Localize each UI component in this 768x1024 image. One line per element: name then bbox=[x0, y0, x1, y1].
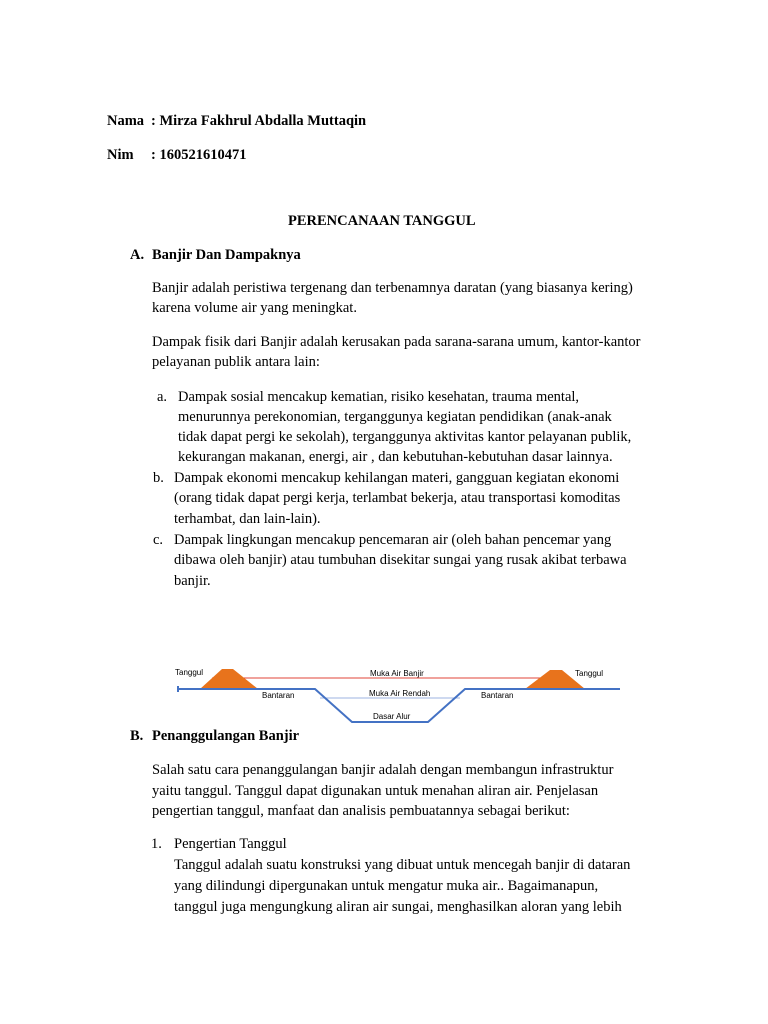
section-b-marker: B. bbox=[130, 728, 144, 744]
muka-air-rendah-label: Muka Air Rendah bbox=[369, 689, 431, 698]
tanggul-left-label: Tanggul bbox=[175, 668, 204, 677]
list-marker: c. bbox=[153, 532, 164, 548]
list-item-line: Dampak ekonomi mencakup kehilangan materi, gangguan kegiatan ekonomi bbox=[174, 470, 620, 486]
list-item-line: Tanggul adalah suatu konstruksi yang dibuat untuk mencegah banjir di dataran bbox=[174, 857, 631, 873]
section-b-heading: Penanggulangan Banjir bbox=[152, 728, 300, 744]
section-a-marker: A. bbox=[130, 247, 145, 263]
section-a-para1-line: Banjir adalah peristiwa tergenang dan terbenamnya daratan (yang biasanya kering) bbox=[152, 280, 633, 296]
left-levee-shape bbox=[200, 669, 258, 689]
list-item-line: Dampak sosial mencakup kematian, risiko kesehatan, trauma mental, bbox=[178, 389, 580, 405]
list-item-line: dibawa oleh banjir) atau tumbuhan disekitar sungai yang rusak akibat terbawa bbox=[174, 552, 627, 568]
list-item-line: tanggul juga mengungkung aliran air sungai, menghasilkan aloran yang lebih bbox=[174, 899, 622, 915]
nama-value: : Mirza Fakhrul Abdalla Muttaqin bbox=[151, 113, 367, 129]
list-item-line: terhambat, dan lain-lain). bbox=[174, 511, 321, 527]
section-a-para2-line: pelayanan publik antara lain: bbox=[152, 354, 320, 370]
section-a-para2-line: Dampak fisik dari Banjir adalah kerusakan pada sarana-sarana umum, kantor-kantor bbox=[152, 334, 641, 350]
nim-value: : 160521610471 bbox=[151, 147, 247, 163]
bantaran-left-label: Bantaran bbox=[262, 691, 295, 700]
list-item-line: kekurangan makanan, energi, air , dan kebutuhan-kebutuhan dasar lainnya. bbox=[178, 449, 613, 465]
list-marker: b. bbox=[153, 470, 164, 486]
nim-label: Nim bbox=[107, 147, 134, 163]
section-a-para1-line: karena volume air yang meningkat. bbox=[152, 300, 357, 316]
list-item-line: menurunnya perekonomian, terganggunya kegiatan pendidikan (anak-anak bbox=[178, 409, 612, 425]
list-item-line: banjir. bbox=[174, 573, 211, 589]
muka-air-banjir-label: Muka Air Banjir bbox=[370, 669, 424, 678]
list-marker: 1. bbox=[151, 836, 162, 852]
list-item-line: Dampak lingkungan mencakup pencemaran air (oleh bahan pencemar yang bbox=[174, 532, 612, 548]
page-title: PERENCANAAN TANGGUL bbox=[288, 213, 476, 229]
dasar-alur-label: Dasar Alur bbox=[373, 712, 411, 721]
nama-label: Nama bbox=[107, 113, 145, 129]
section-b-para1-line: Salah satu cara penanggulangan banjir adalah dengan membangun infrastruktur bbox=[152, 762, 614, 778]
list-item-title: Pengertian Tanggul bbox=[174, 836, 287, 852]
list-item-line: tidak dapat pergi ke sekolah), terganggunya aktivitas kantor pelayanan publik, bbox=[178, 429, 632, 445]
list-marker: a. bbox=[157, 389, 168, 405]
tanggul-right-label: Tanggul bbox=[575, 669, 604, 678]
section-b-para1-line: yaitu tanggul. Tanggul dapat digunakan untuk menahan aliran air. Penjelasan bbox=[152, 783, 599, 799]
list-item-line: (orang tidak dapat pergi kerja, terlambat bekerja, atau transportasi komoditas bbox=[174, 490, 621, 506]
section-b-para1-line: pengertian tanggul, manfaat dan analisis pembuatannya sebagai berikut: bbox=[152, 803, 570, 819]
bantaran-right-label: Bantaran bbox=[481, 691, 514, 700]
levee-cross-section-diagram bbox=[170, 660, 625, 730]
section-a-heading: Banjir Dan Dampaknya bbox=[152, 247, 301, 263]
list-item-line: yang dilindungi dipergunakan untuk mengatur muka air.. Bagaimanapun, bbox=[174, 878, 599, 894]
